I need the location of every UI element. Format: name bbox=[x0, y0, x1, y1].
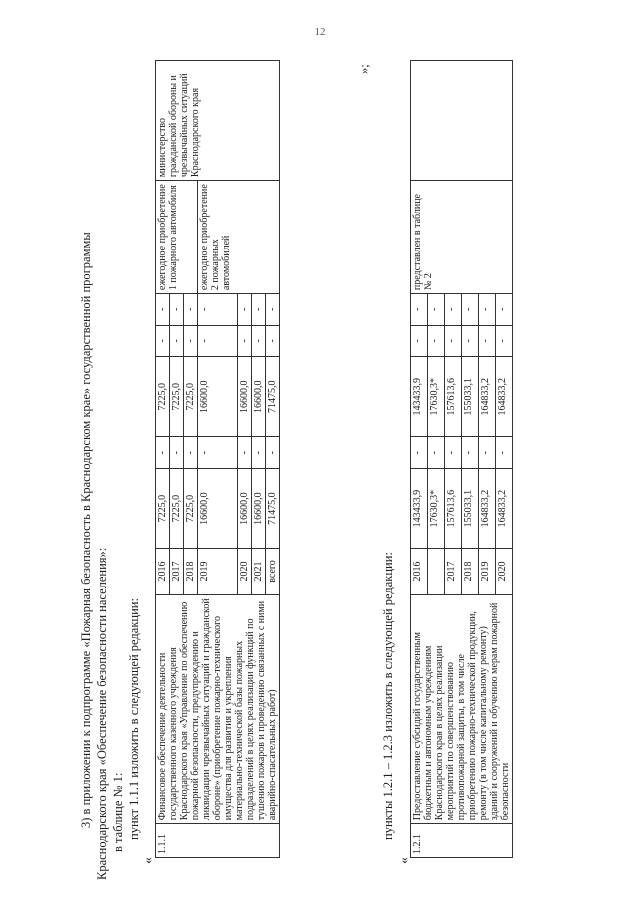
table-1-2-1 bbox=[410, 60, 513, 858]
total-cell: 7225,0 bbox=[170, 468, 184, 548]
local-cell: - bbox=[184, 325, 198, 356]
regional-cell: 155033,1 bbox=[462, 357, 479, 437]
federal-cell: - bbox=[266, 437, 280, 468]
regional-cell: 71475,0 bbox=[266, 357, 280, 437]
extra-cell: - bbox=[252, 294, 266, 325]
extra-cell: - bbox=[184, 294, 198, 325]
intro-line-1: 3) в приложении к подпрограмме «Пожарная безопасность в Краснодарском крае» государственной программы bbox=[79, 232, 93, 828]
extra-cell: - bbox=[411, 294, 428, 325]
federal-cell: - bbox=[156, 437, 170, 468]
year-cell: 2017 bbox=[170, 549, 184, 594]
total-cell: 164833,2 bbox=[479, 468, 496, 548]
local-cell: - bbox=[156, 325, 170, 356]
total-cell: 164833,2 bbox=[496, 468, 513, 548]
item-description: Предоставление субсидий государственным бюджетным и автономным учреждениям Краснодарского края в целях реализации мероприятий по совершенствованию противопожарной защиты, в том числе приобретению пожарно-технической продукции, ремонту (в том числе капитальному ремонту) зданий и сооружений и обучению мерам пожарной безопасности bbox=[411, 594, 513, 824]
extra-cell: - bbox=[428, 294, 445, 325]
federal-cell: - bbox=[411, 437, 428, 468]
regional-cell: 157613,6 bbox=[445, 357, 462, 437]
intro-line-4: пункт 1.1.1 изложить в следующей редакции: bbox=[127, 598, 141, 840]
regional-cell: 16600,0 bbox=[252, 357, 266, 437]
extra-cell: - bbox=[445, 294, 462, 325]
result-cell: ежегодное приобретение 2 пожарных автомобилей bbox=[198, 181, 280, 294]
total-cell: 7225,0 bbox=[184, 468, 198, 548]
year-cell: 2017 bbox=[445, 549, 462, 594]
extra-cell: - bbox=[198, 294, 238, 325]
federal-cell: - bbox=[479, 437, 496, 468]
local-cell: - bbox=[411, 325, 428, 356]
year-cell: 2019 bbox=[479, 549, 496, 594]
federal-cell: - bbox=[170, 437, 184, 468]
total-cell: 17630,3* bbox=[428, 468, 445, 548]
extra-cell: - bbox=[462, 294, 479, 325]
closing-quote: »; bbox=[357, 64, 371, 74]
rotated-content bbox=[75, 50, 615, 880]
regional-cell: 16600,0 bbox=[198, 357, 238, 437]
page-number: 12 bbox=[314, 26, 326, 38]
regional-cell: 164833,2 bbox=[479, 357, 496, 437]
year-cell: 2016 bbox=[156, 549, 170, 594]
table-row bbox=[156, 61, 170, 858]
item-number: 1.1.1 bbox=[156, 824, 280, 858]
year-cell: 2020 bbox=[496, 549, 513, 594]
regional-cell: 7225,0 bbox=[184, 357, 198, 437]
federal-cell: - bbox=[462, 437, 479, 468]
intro-line-2: Краснодарского края «Обеспечение безопасности населения»: bbox=[95, 547, 109, 880]
total-cell: 143433,9 bbox=[411, 468, 428, 548]
total-cell: 157613,6 bbox=[445, 468, 462, 548]
table-1-1-1 bbox=[155, 60, 280, 858]
item-number: 1.2.1 bbox=[411, 824, 513, 858]
regional-cell: 7225,0 bbox=[156, 357, 170, 437]
year-cell: всего bbox=[266, 549, 280, 594]
regional-cell: 143433,9 bbox=[411, 357, 428, 437]
local-cell: - bbox=[170, 325, 184, 356]
local-cell: - bbox=[445, 325, 462, 356]
extra-cell: - bbox=[479, 294, 496, 325]
year-cell bbox=[428, 549, 445, 594]
extra-cell: - bbox=[156, 294, 170, 325]
year-cell: 2018 bbox=[184, 549, 198, 594]
item-description: Финансовое обеспечение деятельности государственного казенного учреждения Краснодарского края «Управление по обеспечению пожарной безопасности, предупреждению и ликвидации чрезвычайных ситуаций и гражданской обороне» (приобретение пожарно-технического имущества для развития и укрепления материально-технической базы пожарных подразделений в целях реализации функций по тушению пожаров и проведению связанных с ними аварийно-спасательных работ) bbox=[156, 594, 280, 824]
local-cell: - bbox=[479, 325, 496, 356]
local-cell: - bbox=[266, 325, 280, 356]
table-row bbox=[411, 61, 428, 858]
total-cell: 155033,1 bbox=[462, 468, 479, 548]
executor-cell bbox=[411, 61, 513, 181]
total-cell: 7225,0 bbox=[156, 468, 170, 548]
federal-cell: - bbox=[496, 437, 513, 468]
local-cell: - bbox=[428, 325, 445, 356]
year-cell: 2020 bbox=[238, 549, 252, 594]
local-cell: - bbox=[496, 325, 513, 356]
quote-open-1: « bbox=[141, 857, 156, 864]
federal-cell: - bbox=[252, 437, 266, 468]
total-cell: 16600,0 bbox=[252, 468, 266, 548]
extra-cell: - bbox=[238, 294, 252, 325]
local-cell: - bbox=[238, 325, 252, 356]
executor-cell: министерство гражданской обороны и чрезвычайных ситуаций Краснодарского края bbox=[156, 61, 280, 181]
local-cell: - bbox=[252, 325, 266, 356]
extra-cell: - bbox=[496, 294, 513, 325]
year-cell: 2016 bbox=[411, 549, 428, 594]
regional-cell: 7225,0 bbox=[170, 357, 184, 437]
total-cell: 16600,0 bbox=[198, 468, 238, 548]
quote-open-2: « bbox=[397, 857, 412, 864]
federal-cell: - bbox=[198, 437, 238, 468]
mid-text: пункты 1.2.1 – 1.2.3 изложить в следующей редакции: bbox=[381, 552, 395, 840]
extra-cell: - bbox=[266, 294, 280, 325]
local-cell: - bbox=[462, 325, 479, 356]
result-cell: представлен в таблице № 2 bbox=[411, 181, 513, 294]
year-cell: 2018 bbox=[462, 549, 479, 594]
total-cell: 16600,0 bbox=[238, 468, 252, 548]
total-cell: 71475,0 bbox=[266, 468, 280, 548]
regional-cell: 164833,2 bbox=[496, 357, 513, 437]
federal-cell: - bbox=[445, 437, 462, 468]
year-cell: 2021 bbox=[252, 549, 266, 594]
result-cell: ежегодное приобретение 1 пожарного автомобиля bbox=[156, 181, 198, 294]
year-cell: 2019 bbox=[198, 549, 238, 594]
local-cell: - bbox=[198, 325, 238, 356]
intro-line-3: в таблице № 1: bbox=[111, 772, 125, 852]
federal-cell: - bbox=[238, 437, 252, 468]
federal-cell: - bbox=[184, 437, 198, 468]
federal-cell: - bbox=[428, 437, 445, 468]
regional-cell: 16600,0 bbox=[238, 357, 252, 437]
extra-cell: - bbox=[170, 294, 184, 325]
regional-cell: 17630,3* bbox=[428, 357, 445, 437]
